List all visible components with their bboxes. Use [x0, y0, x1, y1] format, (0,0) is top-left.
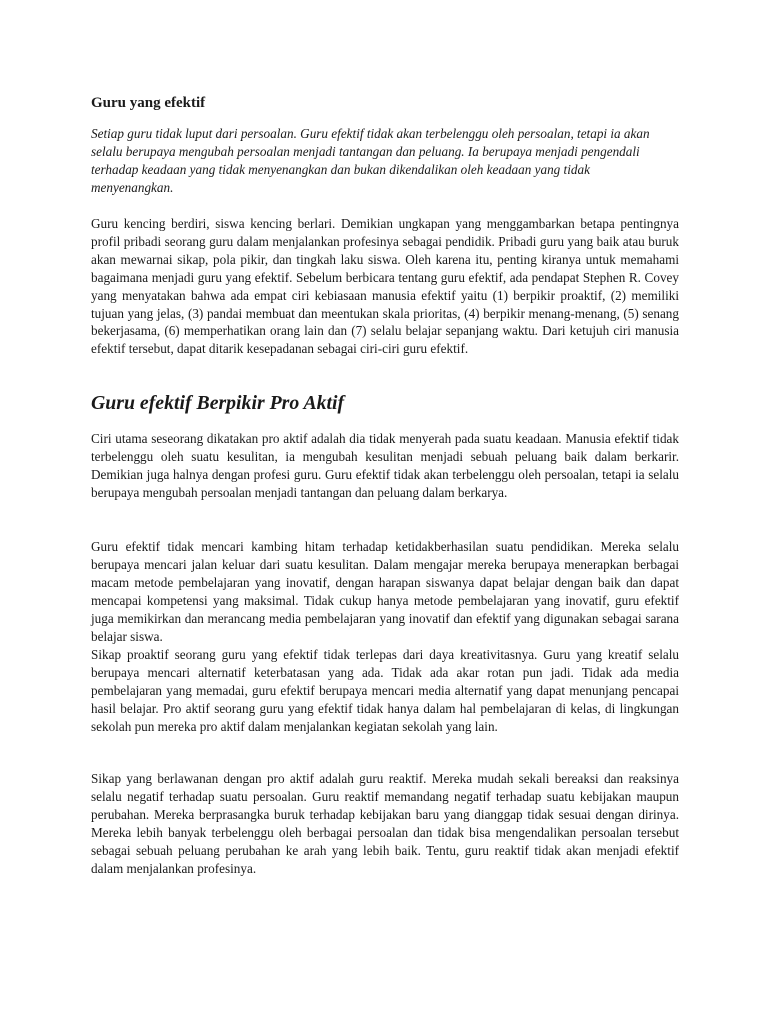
body-paragraph-2: Ciri utama seseorang dikatakan pro aktif adalah dia tidak menyerah pada suatu keadaan. Manusia efektif tidak terbelenggu oleh suatu kesulitan, ia mengubah kesulitan menjadi sebuah peluang baik dalam berkarir. Demikian juga halnya dengan profesi guru. Guru efektif tidak akan terbelenggu oleh persoalan, tetapi ia selalu berupaya mengubah persoalan menjadi tantangan dan peluang dalam berkarya. — [91, 431, 679, 500]
body-paragraph-5: Sikap yang berlawanan dengan pro aktif adalah guru reaktif. Mereka mudah sekali bereaksi dan reaksinya selalu negatif terhadap suatu persoalan. Guru reaktif memandang negatif terhadap suatu kebijakan maupun perubahan. Mereka berprasangka buruk terhadap kebijakan baru yang dianggap tidak sesuai dengan dirinya. Mereka lebih banyak terbelenggu oleh berbagai persoalan dan tidak bisa mengendalikan persoalan tersebut sebagai sebuah peluang perubahan ke arah yang lebih baik. Tentu, guru reaktif tidak akan menjadi efektif dalam menjalankan profesinya. — [91, 771, 679, 876]
intro-paragraph: Setiap guru tidak luput dari persoalan. Guru efektif tidak akan terbelenggu oleh persoalan, tetapi ia akan selalu berupaya mengubah persoalan menjadi tantangan dan peluang. Ia berupaya menjadi pengendali terhadap keadaan yang tidak menyenangkan dan bukan dikendalikan oleh keadaan yang tidak menyenangkan. — [91, 126, 650, 195]
body-paragraph-4: Sikap proaktif seorang guru yang efektif tidak terlepas dari daya kreativitasnya. Guru yang kreatif selalu berupaya mencari alternatif keterbatasan yang ada. Tidak ada akar rotan pun jadi. Tidak ada media pembelajaran yang memadai, guru efektif berupaya mencari media alternatif yang dapat menunjang pencapai hasil belajar. Pro aktif seorang guru yang efektif tidak hanya dalam hal pembelajaran di kelas, di lingkungan sekolah pun mereka pro aktif dalam menjalankan kegiatan sekolah yang lain. — [91, 647, 679, 734]
document-title: Guru yang efektif — [91, 95, 206, 111]
section-subheading: Guru efektif Berpikir Pro Aktif — [91, 392, 345, 414]
body-paragraph-3: Guru efektif tidak mencari kambing hitam terhadap ketidakberhasilan suatu pendidikan. Mereka selalu berupaya mencari jalan keluar dari suatu kesulitan. Dalam mengajar mereka berupaya menerapkan berbagai macam metode pembelajaran yang inovatif, dengan harapan siswanya dapat belajar dengan baik dan dapat mencapai kompetensi yang maksimal. Tidak cukup hanya metode pembelajaran yang inovatif, guru efektif juga memikirkan dan merancang media pembelajaran yang inovatif dan efektif yang digunakan sebagai sarana belajar siswa. — [91, 539, 679, 644]
body-paragraph-1: Guru kencing berdiri, siswa kencing berlari. Demikian ungkapan yang menggambarkan betapa pentingnya profil pribadi seorang guru dalam menjalankan profesinya sebagai pendidik. Pribadi guru yang baik atau buruk akan mewarnai sikap, pola pikir, dan tingkah laku siswa. Oleh karena itu, penting kiranya untuk memahami bagaimana menjadi guru yang efektif. Sebelum berbicara tentang guru efektif, ada pendapat Stephen R. Covey yang menyatakan bahwa ada empat ciri kebiasaan manusia efektif yaitu (1) berpikir proaktif, (2) memiliki tujuan yang jelas, (3) pandai membuat dan meentukan skala prioritas, (4) berpikir menang-menang, (5) senang bekerjasama, (6) memperhatikan orang lain dan (7) selalu belajar sepanjang waktu. Dari ketujuh ciri manusia efektif tersebut, dapat ditarik kesepadanan sebagai ciri-ciri guru efektif. — [91, 216, 679, 357]
